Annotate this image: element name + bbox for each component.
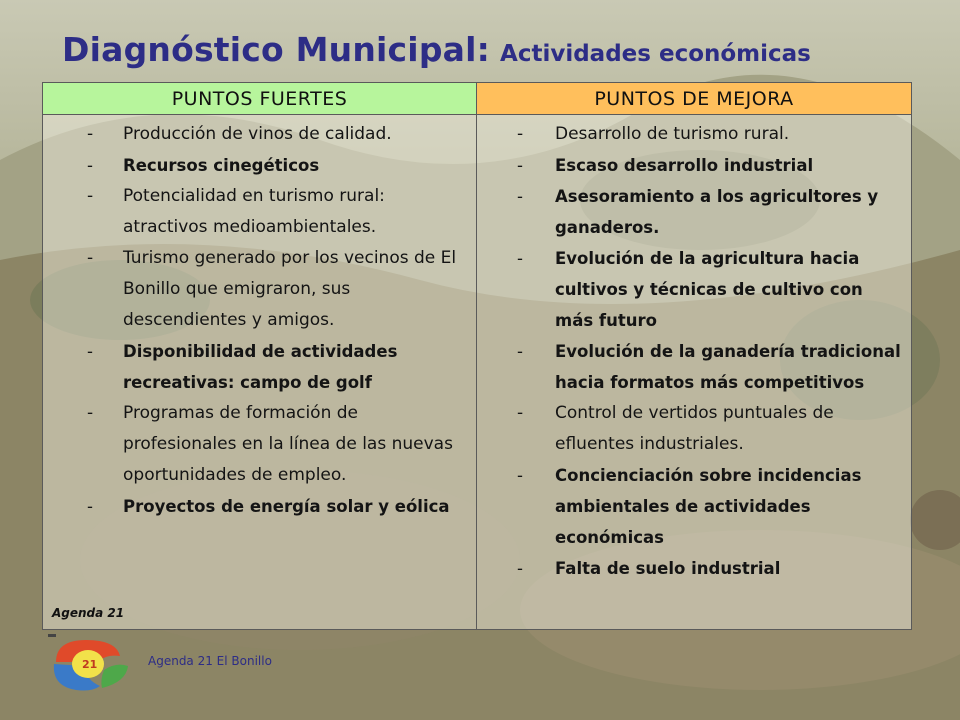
logo-mark — [48, 634, 56, 637]
agenda-label: Agenda 21 — [52, 606, 125, 620]
list-item: - Potencialidad en turismo rural: atractivos medioambientales. — [43, 181, 476, 243]
improvements-header: PUNTOS DE MEJORA — [477, 83, 911, 115]
agenda21-logo — [46, 632, 132, 696]
list-item: - Escaso desarrollo industrial — [477, 150, 911, 181]
list-item: - Evolución de la ganadería tradicional hacia formatos más competitivos — [477, 336, 911, 398]
list-item: - Evolución de la agricultura hacia cultivos y técnicas de cultivo con más futuro — [477, 243, 911, 336]
strengths-column — [43, 115, 477, 629]
list-item: - Asesoramiento a los agricultores y ganaderos. — [477, 181, 911, 243]
title-subtitle: Actividades económicas — [500, 41, 811, 67]
strengths-list — [43, 119, 476, 522]
list-item: - Producción de vinos de calidad. — [43, 119, 476, 150]
footer-text: Agenda 21 El Bonillo — [148, 654, 272, 668]
page-title — [62, 30, 811, 69]
swot-table — [42, 82, 912, 630]
list-item: - Control de vertidos puntuales de efluentes industriales. — [477, 398, 911, 460]
title-main: Diagnóstico Municipal: — [62, 30, 491, 69]
improvements-column — [477, 115, 911, 629]
list-item: - Falta de suelo industrial — [477, 553, 911, 584]
logo-text: 21 — [82, 658, 98, 671]
strengths-header: PUNTOS FUERTES — [43, 83, 477, 115]
list-item: - Proyectos de energía solar y eólica — [43, 491, 476, 522]
improvements-list — [477, 119, 911, 584]
list-item: - Turismo generado por los vecinos de El Bonillo que emigraron, sus descendientes y amigos. — [43, 243, 476, 336]
list-item: - Concienciación sobre incidencias ambientales de actividades económicas — [477, 460, 911, 553]
list-item: - Programas de formación de profesionales en la línea de las nuevas oportunidades de empleo. — [43, 398, 476, 491]
list-item: - Recursos cinegéticos — [43, 150, 476, 181]
list-item: - Disponibilidad de actividades recreativas: campo de golf — [43, 336, 476, 398]
list-item: - Desarrollo de turismo rural. — [477, 119, 911, 150]
logo-green-segment — [101, 665, 128, 688]
